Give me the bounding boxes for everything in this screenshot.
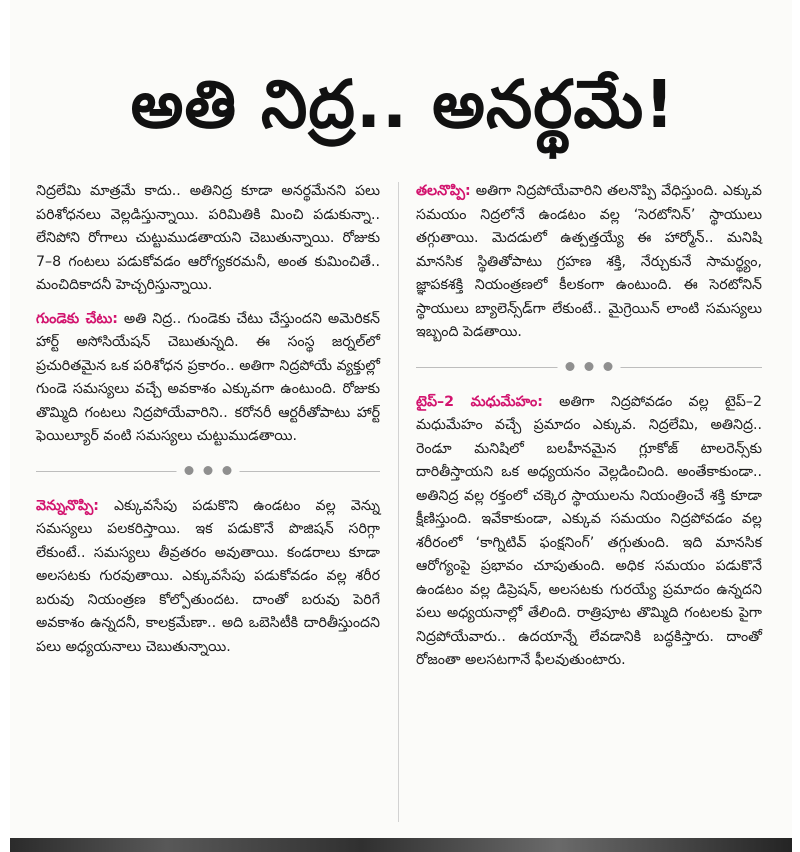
section-back-body: ఎక్కువసేపు పడుకొని ఉండటం వల్ల వెన్ను సమస్యలు పలకరిస్తాయి. ఇక పడుకొనే పొజిషన్ సరిగ్గా లేకుంటే.. సమస్యలు తీవ్రతరం అవుతాయి. కండరాలు కూడా అలసటకు గురవుతాయి. ఎక్కువసేపు పడుకోవడం వల్ల శరీర బరువు నియంత్రణ కోల్పోతుందట. దాంతో బరువు పెరిగే అవకాశం ఉన్నదనీ, కాలక్రమేణా.. అది ఒబెసిటీకి దారితీస్తుందని పలు అధ్యయనాలు చెబుతున్నాయి. (36, 497, 380, 655)
section-separator (36, 459, 380, 485)
section-headache-title: తలనొప్పి: (416, 183, 471, 199)
page-margin-right (792, 0, 800, 852)
separator-dot (566, 362, 575, 371)
intro-paragraph: నిద్రలేమి మాత్రమే కాదు.. అతినిద్ర కూడా అనర్థమేనని పలు పరిశోధనలు వెల్లడిస్తున్నాయి. పరిమితికి మించి పడుకున్నా.. లేనిపోని రోగాలు చుట్టుముడతాయని చెబుతున్నాయి. రోజుకు 7–8 గంటలు పడుకోవడం ఆరోగ్యకరమనీ, అంత కుమించితే.. మంచిదికాదనీ హెచ్చరిస్తున్నాయి. (36, 183, 380, 293)
section-heart-title: గుండెకు చేటు: (36, 310, 118, 327)
page-margin-left (0, 0, 10, 852)
section-back-title: వెన్నునొప్పి: (36, 497, 99, 514)
section-headache-body: అతిగా నిద్రపోయేవారిని తలనొప్పి వేధిస్తుంది. ఎక్కువ సమయం నిద్రలోనే ఉండటం వల్ల ‘సెరటోనిన్’ స్థాయులు తగ్గుతాయి. మెదడులో ఉత్పత్తయ్యే ఈ హార్మోన్.. మనిషి మానసిక స్థితితోపాటు గ్రహణ శక్తి, నేర్చుకునే సామర్థ్యం, జ్ఞాపకశక్తి నియంత్రణలో కీలకంగా ఉంటుంది. ఈ సెరటోనిన్ స్థాయులు బ్యాలెన్స్‌డ్‌గా లేకుంటే.. మైగ్రెయిన్ లాంటి సమస్యలు ఇబ్బంది పెడతాయి. (416, 183, 762, 340)
article-headline: అతి నిద్ర.. అనర్థమే! (130, 66, 676, 143)
bottom-photo-strip (10, 838, 792, 852)
separator-dot (204, 466, 213, 475)
separator-dot (223, 466, 232, 475)
section-heart (36, 308, 380, 449)
section-separator (416, 355, 762, 381)
section-diabetes-body: అతిగా నిద్రపోవడం వల్ల టైప్‌–2 మధుమేహం వచ్చే ప్రమాదం ఎక్కువ. నిద్రలేమి, అతినిద్ర.. రెండూ మనిషిలో బలహీనమైన గ్లూకోజ్ టాలరెన్స్‌కు దారితీస్తాయని ఒక అధ్యయనం వెల్లడించింది. అంతేకాకుండా.. అతినిద్ర వల్ల రక్తంలో చక్కెర స్థాయులను నియంత్రించే శక్తి కూడా క్షీణిస్తుంది. ఇవేకాకుండా, ఎక్కువ సమయం నిద్రపోవడం వల్ల శరీరంలో ‘కాగ్నిటివ్ ఫంక్షనింగ్’ తగ్గుతుంది. ఇది మానసిక ఆరోగ్యంపై ప్రభావం చూపుతుంది. అధిక సమయం పడుకొనే ఉండటం వల్ల డిప్రెషన్, అలసటకు గురయ్యే ప్రమాదం ఉన్నదని పలు అధ్యయనాల్లో తేలింది. రాత్రిపూట తొమ్మిది గంటలకు పైగా నిద్రపోయేవారు.. ఉదయాన్నే లేవడానికి బద్ధకిస్తారు. దాంతో రోజంతా అలసటగానే ఫీలవుతుంటారు. (416, 393, 763, 668)
section-diabetes (416, 391, 762, 673)
column-divider (398, 182, 399, 822)
separator-dot (604, 362, 613, 371)
section-heart-body: అతి నిద్ర.. గుండెకు చేటు చేస్తుందని అమెరికన్ హార్ట్ అసోసియేషన్ చెబుతున్నది. ఈ సంస్థ జర్నల్‌లో ప్రచురితమైన ఒక పరిశోధన ప్రకారం.. అతిగా నిద్రపోయే వ్యక్తుల్లో గుండె సమస్యలు వచ్చే అవకాశం ఎక్కువగా ఉంటుంది. రోజుకు తొమ్మిది గంటలు నిద్రపోయేవారిని.. కరోనరీ ఆర్టరీతోపాటు హార్ట్ ఫెయిల్యూర్ వంటి సమస్యలు చుట్టుముడతాయి. (36, 310, 380, 444)
section-diabetes-title: టైప్‌–2 మధుమేహం: (416, 393, 543, 410)
separator-dot (185, 466, 194, 475)
article-column-right (416, 180, 762, 683)
separator-dots (177, 466, 240, 475)
article-column-left (36, 180, 380, 669)
separator-dot (585, 362, 594, 371)
section-back (36, 495, 380, 660)
separator-dots (558, 362, 621, 371)
section-headache (416, 180, 762, 345)
